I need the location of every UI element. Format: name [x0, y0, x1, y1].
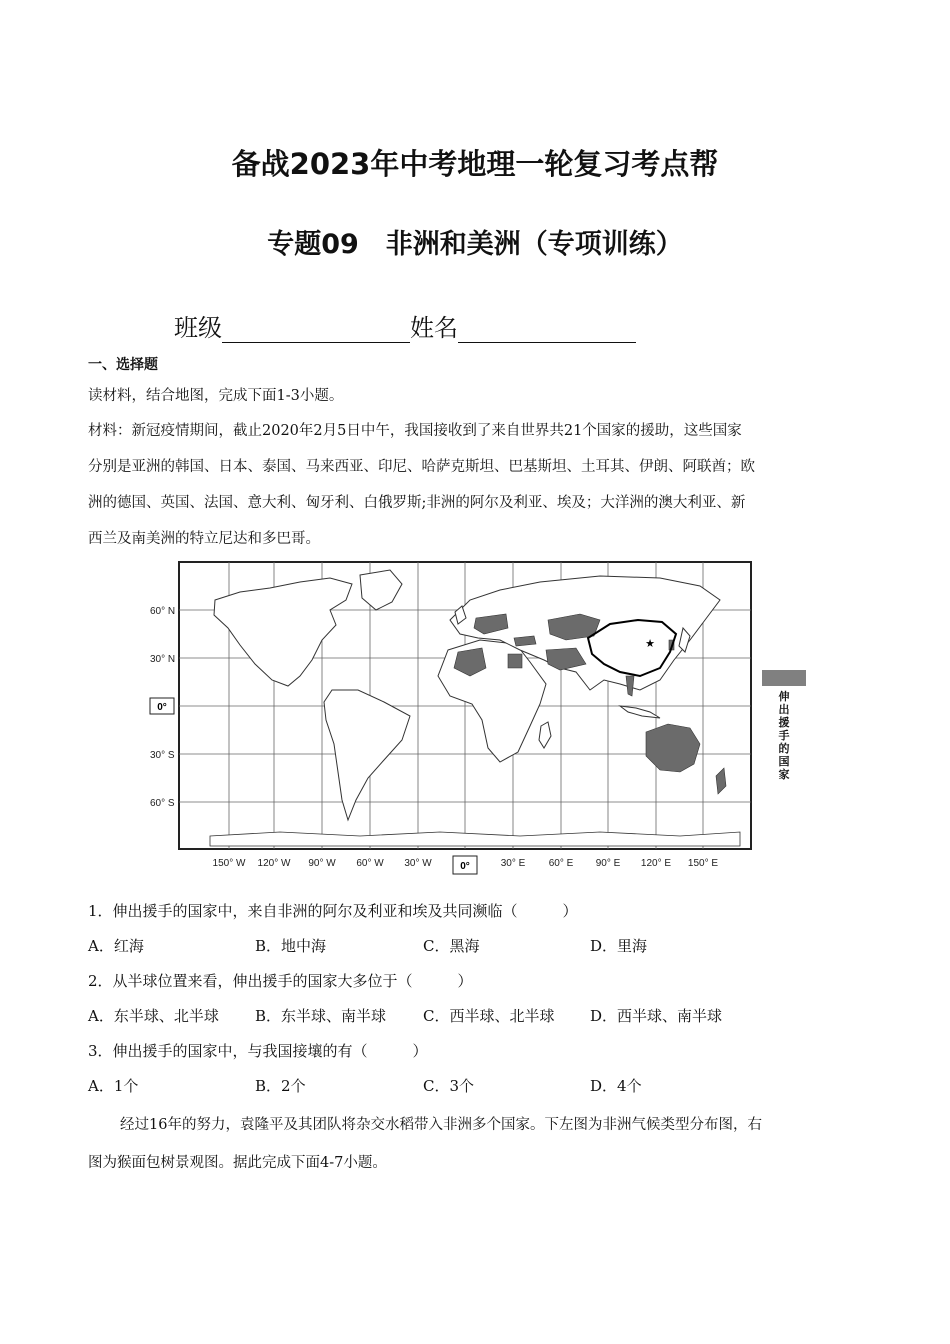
lon-label: 30° E	[500, 858, 526, 869]
material-line: 材料：新冠疫情期间，截止2020年2月5日中午，我国接收到了来自世界共21个国家的援助，这些国家	[88, 423, 742, 439]
option-3b[interactable]: B．2个	[255, 1077, 306, 1095]
name-blank[interactable]	[458, 316, 636, 343]
lat-label: 60° N	[150, 606, 176, 617]
legend-char: 伸	[778, 690, 790, 703]
legend-char: 的	[778, 742, 790, 755]
lon-label: 150° E	[687, 858, 719, 869]
next-intro-line: 图为猴面包树景观图。据此完成下面4-7小题。	[88, 1155, 387, 1171]
next-intro-line: 经过16年的努力，袁隆平及其团队将杂交水稻带入非洲多个国家。下左图为非洲气候类型分布图，右	[120, 1117, 762, 1133]
next-section-intro	[88, 1106, 863, 1182]
lon-label: 120° W	[257, 858, 291, 869]
lat-label: 60° S	[150, 798, 175, 809]
lon-label: 30° W	[404, 858, 432, 869]
class-blank[interactable]	[222, 316, 410, 343]
material-line: 分别是亚洲的韩国、日本、泰国、马来西亚、印尼、哈萨克斯坦、巴基斯坦、土耳其、伊朗、阿联酋；欧	[88, 459, 755, 475]
option-2a[interactable]: A．东半球、北半球	[88, 1007, 219, 1025]
question-1: 1．伸出援手的国家中，来自非洲的阿尔及利亚和埃及共同濒临（ ）	[88, 902, 578, 920]
legend-label	[779, 689, 790, 781]
prime-meridian-label: 0°	[460, 861, 470, 872]
page-title: 备战2023年中考地理一轮复习考点帮	[231, 147, 719, 181]
option-1a[interactable]: A．红海	[88, 937, 144, 955]
lon-label: 120° E	[640, 858, 672, 869]
option-1b[interactable]: B．地中海	[255, 937, 327, 955]
class-name-line	[174, 308, 636, 343]
name-label: 姓名	[410, 314, 458, 342]
legend-swatch	[762, 670, 806, 686]
option-1d[interactable]: D．里海	[590, 937, 648, 955]
option-2d[interactable]: D．西半球、南半球	[590, 1007, 723, 1025]
world-map	[138, 558, 810, 880]
legend-char: 家	[778, 768, 790, 781]
option-3d[interactable]: D．4个	[590, 1077, 642, 1095]
question-3: 3．伸出援手的国家中，与我国接壤的有（ ）	[88, 1042, 428, 1060]
option-3c[interactable]: C．3个	[423, 1077, 475, 1095]
option-1c[interactable]: C．黑海	[423, 937, 480, 955]
option-2c[interactable]: C．西半球、北半球	[423, 1007, 555, 1025]
legend-char: 国	[778, 755, 790, 768]
page-subtitle: 专题09 非洲和美洲（专项训练）	[267, 229, 683, 260]
lon-label: 60° W	[356, 858, 384, 869]
lon-label: 90° W	[308, 858, 336, 869]
beijing-star-icon: ★	[645, 637, 655, 650]
legend-char: 手	[778, 729, 790, 742]
lon-label: 150° W	[212, 858, 246, 869]
lon-label: 90° E	[595, 858, 621, 869]
class-label: 班级	[174, 314, 222, 342]
section-title: 一、选择题	[88, 357, 158, 373]
legend-char: 出	[778, 703, 790, 716]
material-line: 西兰及南美洲的特立尼达和多巴哥。	[88, 531, 320, 547]
option-2b[interactable]: B．东半球、南半球	[255, 1007, 387, 1025]
question-2: 2．从半球位置来看，伸出援手的国家大多位于（ ）	[88, 972, 473, 990]
option-3a[interactable]: A．1个	[88, 1077, 139, 1095]
material-line: 洲的德国、英国、法国、意大利、匈牙利、白俄罗斯;非洲的阿尔及利亚、埃及；大洋洲的澳大利亚、新	[88, 495, 746, 511]
lat-label: 30° N	[150, 654, 176, 665]
legend-char: 援	[778, 716, 790, 729]
material-paragraph	[88, 413, 858, 557]
lon-label: 60° E	[548, 858, 574, 869]
lat-label: 30° S	[150, 750, 175, 761]
equator-label: 0°	[157, 702, 167, 713]
read-instruction: 读材料，结合地图，完成下面1-3小题。	[88, 388, 344, 404]
